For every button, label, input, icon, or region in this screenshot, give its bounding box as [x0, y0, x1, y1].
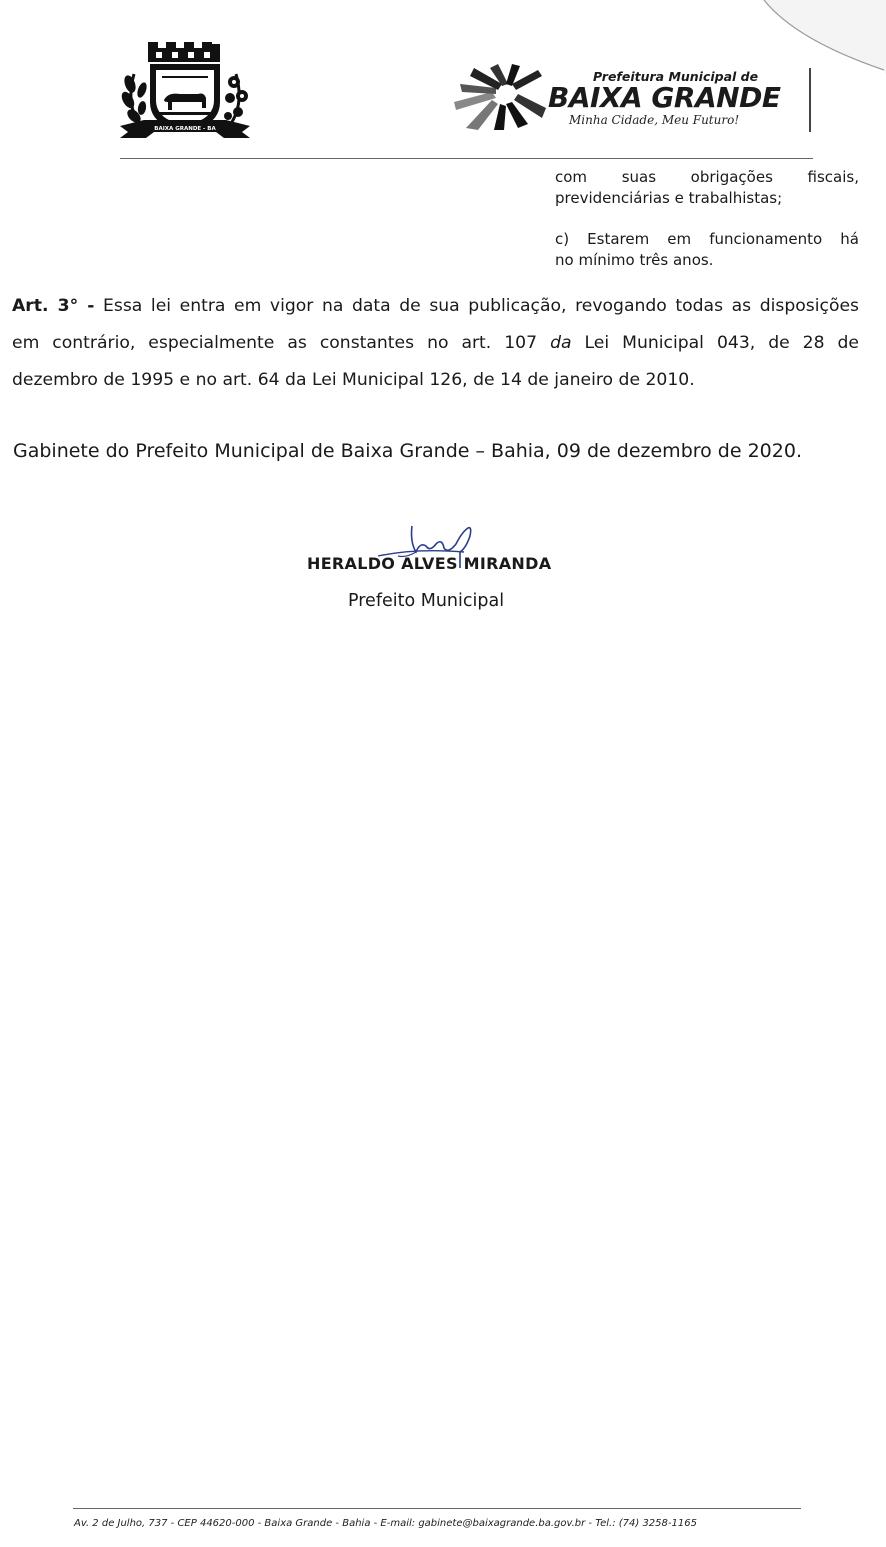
logo-divider [809, 68, 811, 132]
logo-city-name: BAIXA GRANDE [548, 81, 781, 114]
article-3-line-2 [12, 325, 859, 362]
logo-prefix-text: Prefeitura Municipal de [593, 69, 759, 84]
item-b-continuation [555, 167, 859, 209]
article-3-line-2-italic: da [550, 333, 572, 353]
footer-address: Av. 2 de Julho, 737 - CEP 44620-000 - Baixa Grande - Bahia - E-mail: gabinete@baixagrande.ba.gov.br - Tel.: (74) 3258-1165 [74, 1518, 697, 1529]
signatory-name: HERALDO ALVES MIRANDA [307, 554, 552, 573]
article-3-line-3: dezembro de 1995 e no art. 64 da Lei Municipal 126, de 14 de janeiro de 2010. [12, 370, 695, 390]
header-rule [120, 158, 813, 159]
article-3-line-1-text: Essa lei entra em vigor na data de sua publicação, revogando todas as disposições [103, 296, 859, 316]
prefeitura-logo [452, 62, 812, 138]
item-c-line-1: c) Estarem em funcionamento há [555, 230, 859, 248]
article-3-line-1 [12, 288, 859, 325]
article-3-line-2-post: Lei Municipal 043, de 28 de [584, 333, 860, 353]
item-c-line-2: no mínimo três anos. [555, 251, 714, 269]
footer-rule [73, 1508, 801, 1509]
article-3 [12, 288, 859, 399]
item-b-line-1: com suas obrigações fiscais, [555, 168, 859, 186]
sun-rays-icon [452, 62, 546, 132]
article-3-label: Art. 3° - [12, 296, 95, 316]
item-c [555, 229, 859, 271]
article-3-line-2-pre: em contrário, especialmente as constantes no art. 107 [12, 333, 538, 353]
municipal-crest-icon [116, 40, 254, 144]
signatory-title: Prefeito Municipal [348, 591, 505, 611]
logo-slogan: Minha Cidade, Meu Futuro! [569, 113, 740, 127]
closing-place-date: Gabinete do Prefeito Municipal de Baixa Grande – Bahia, 09 de dezembro de 2020. [13, 440, 802, 462]
crest-motto-text: BAIXA GRANDE - BA [154, 126, 216, 132]
item-b-line-2: previdenciárias e trabalhistas; [555, 189, 783, 207]
